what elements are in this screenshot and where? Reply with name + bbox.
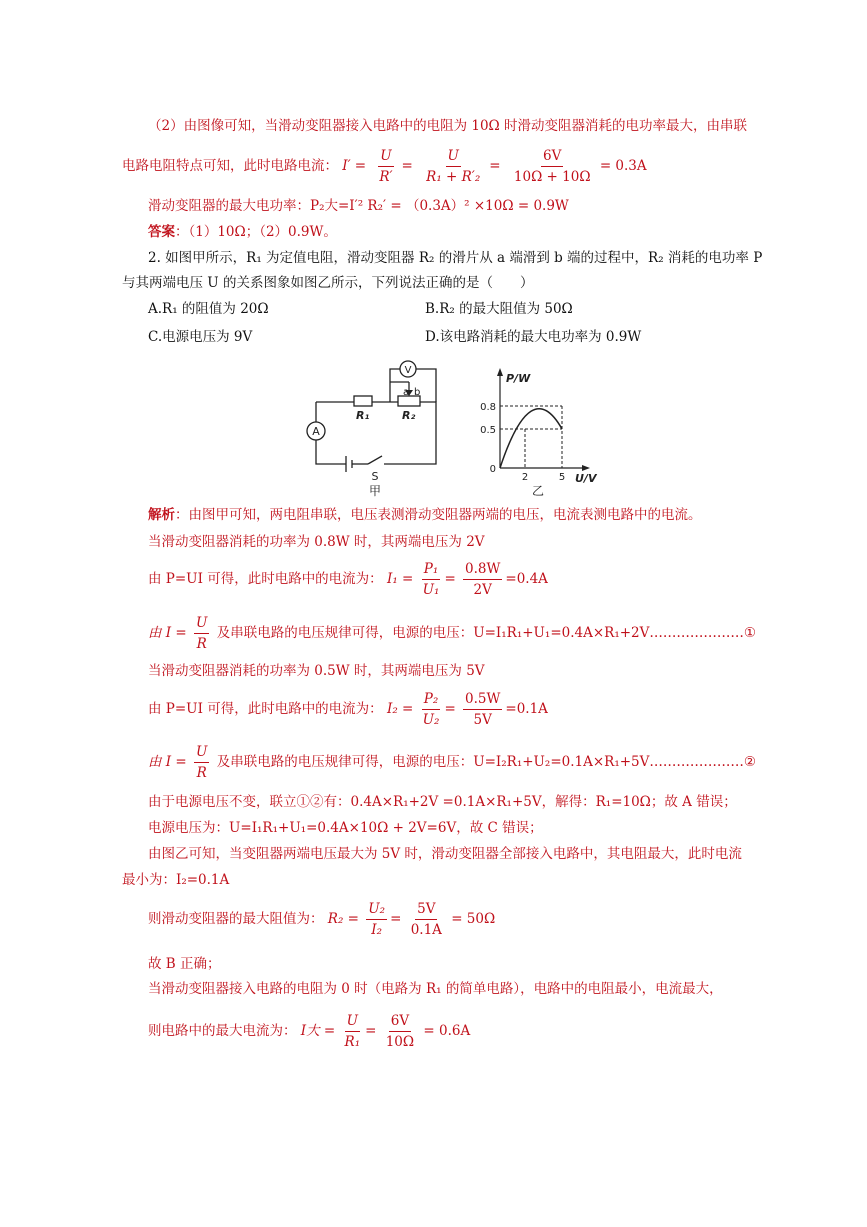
fraction-5v-over-0.1a: $\frac{5V}{0.1A}$ — [410, 901, 442, 938]
circuit-diagram — [296, 352, 456, 502]
fraction-u2-over-i2: $\frac{\text{U₂}}{\text{I₂}}$ — [368, 901, 386, 938]
ammeter-label: A — [312, 425, 320, 438]
analysis-line-3: 由 P=UI 可得，此时电路中的电流为： I₁ = $\frac{\text{P₁}}{\text{U₁}}$ = $\frac{0.8W}{2V}$ =0.4A — [148, 561, 548, 598]
fraction-p1-over-u1: $\frac{\text{P₁}}{\text{U₁}}$ — [422, 561, 440, 598]
question-line-2: 与其两端电压 U 的关系图象如图乙所示，下列说法正确的是（ ） — [122, 275, 534, 291]
option-c: C.电源电压为 9V — [148, 329, 253, 345]
question-line-1: 2. 如图甲所示，R₁ 为定值电阻，滑动变阻器 R₂ 的滑片从 a 端滑到 b 端的过程中，R₂ 消耗的电功率 P — [148, 250, 763, 266]
analysis-line-7: 由 I = $\frac{U}{R}$ 及串联电路的电压规律可得，电源的电压：U=I₂R₁+U₂=0.1A×R₁+5V…………………② — [148, 744, 756, 781]
fraction-u-over-r: $\frac{U}{R}$ — [196, 615, 208, 652]
analysis-line-6: 由 P=UI 可得，此时电路中的电流为： I₂ = $\frac{\text{P₂}}{\text{U₂}}$ = $\frac{0.5W}{5V}$ =0.1A — [148, 691, 548, 728]
answer-label: 答案 — [148, 224, 175, 240]
analysis-line-10: 由图乙可知，当变阻器两端电压最大为 5V 时，滑动变阻器全部接入电路中，其电阻最大，此时电流 — [148, 846, 742, 862]
graph-origin: 0 — [489, 464, 496, 475]
analysis-line-9: 电源电压为：U=I₁R₁+U₁=0.4A×10Ω + 2V=6V，故 C 错误； — [148, 820, 543, 836]
fraction-u-over-r1: $\frac{U}{\text{R₁}}$ — [344, 1013, 361, 1050]
graph-y-label: P/W — [506, 372, 531, 385]
analysis-line-15: 则电路中的最大电流为： I大 = $\frac{U}{\text{R₁}}$ = $\frac{6V}{10\Omega}$ = 0.6A — [148, 1013, 471, 1050]
prev-solution-line-3: 滑动变阻器的最大电功率：P₂大=I′² R₂′ = （0.3A）² ×10Ω = 0.9W — [148, 198, 569, 214]
graph-tick-2: 2 — [521, 472, 529, 483]
fraction-6v-over-10ohm: $\frac{6V}{10\Omega}$ — [385, 1013, 415, 1050]
analysis-line-8: 由于电源电压不变，联立①②有：0.4A×R₁+2V =0.1A×R₁+5V，解得：R₁=10Ω；故 A 错误； — [148, 794, 737, 810]
fraction-u-over-sum: $\frac{U}{\text{R₁ + R′₂}}$ — [426, 148, 481, 185]
graph-tick-5: 5 — [558, 472, 566, 483]
slider-end-a: a — [403, 387, 410, 398]
fraction-u-over-r-2: $\frac{U}{R}$ — [196, 744, 208, 781]
voltmeter-label: V — [404, 365, 412, 376]
graph-tick-0.5: 0.5 — [480, 425, 496, 436]
fraction-p2-over-u2: $\frac{\text{P₂}}{\text{U₂}}$ — [422, 691, 440, 728]
analysis-line-5: 当滑动变阻器消耗的功率为 0.5W 时，其两端电压为 5V — [148, 663, 485, 679]
prev-current-label: 电路电阻特点可知，此时电路电流： — [122, 158, 338, 174]
prev-current-result: = 0.3A — [599, 158, 647, 174]
power-voltage-graph — [478, 364, 608, 499]
answer-line — [148, 222, 337, 242]
fraction-6v-over-20ohm: $\frac{6V}{10\Omega + 10\Omega}$ — [513, 148, 591, 185]
resistor-r1-label: R₁ — [356, 409, 370, 422]
formula-i-prime: I′ — [342, 158, 351, 174]
prev-solution-line-2: 电路电阻特点可知，此时电路电流： I′ = $\frac{U}{R'}$ = $\frac{U}{\text{R₁ + R′₂}}$ = $\frac{6V}{10\Omega + 10\Omega}$ = 0.3A — [122, 148, 647, 185]
analysis-line-1: 解析：由图甲可知，两电阻串联，电压表测滑动变阻器两端的电压，电流表测电路中的电流。 — [148, 507, 702, 523]
prev-solution-line-1: （2）由图像可知，当滑动变阻器接入电路中的电阻为 10Ω 时滑动变阻器消耗的电功率最大，由串联 — [148, 118, 748, 134]
option-b: B.R₂ 的最大阻值为 50Ω — [425, 301, 573, 317]
answer-text: ：（1）10Ω；（2）0.9W。 — [175, 224, 337, 240]
figure-left-caption: 甲 — [368, 484, 382, 498]
analysis-line-4: 由 I = $\frac{U}{R}$ 及串联电路的电压规律可得，电源的电压：U=I₁R₁+U₁=0.4A×R₁+2V…………………① — [148, 615, 756, 652]
fraction-u-over-r-prime: $\frac{U}{R'}$ — [379, 148, 393, 185]
fraction-0.8w-over-2v: $\frac{0.8W}{2V}$ — [465, 561, 501, 598]
analysis-line-11: 最小为：I₂=0.1A — [122, 872, 230, 888]
switch-label: S — [371, 470, 379, 483]
slider-end-b: b — [414, 387, 421, 398]
analysis-line-2: 当滑动变阻器消耗的功率为 0.8W 时，其两端电压为 2V — [148, 534, 485, 550]
option-a: A.R₁ 的阻值为 20Ω — [148, 301, 269, 317]
fraction-0.5w-over-5v: $\frac{0.5W}{5V}$ — [465, 691, 501, 728]
analysis-line-12: 则滑动变阻器的最大阻值为： R₂ = $\frac{\text{U₂}}{\text{I₂}}$ = $\frac{5V}{0.1A}$ = 50Ω — [148, 901, 496, 938]
graph-tick-0.8: 0.8 — [480, 402, 496, 413]
analysis-line-13: 故 B 正确； — [148, 956, 221, 972]
option-d: D.该电路消耗的最大电功率为 0.9W — [425, 329, 642, 345]
analysis-label: 解析 — [148, 507, 175, 523]
figure-right-caption: 乙 — [531, 484, 545, 498]
resistor-r2-label: R₂ — [402, 409, 416, 422]
graph-x-label: U/V — [575, 472, 597, 485]
analysis-line-14: 当滑动变阻器接入电路的电阻为 0 时（电路为 R₁ 的简单电路），电路中的电阻最小，电流最大， — [148, 981, 723, 997]
